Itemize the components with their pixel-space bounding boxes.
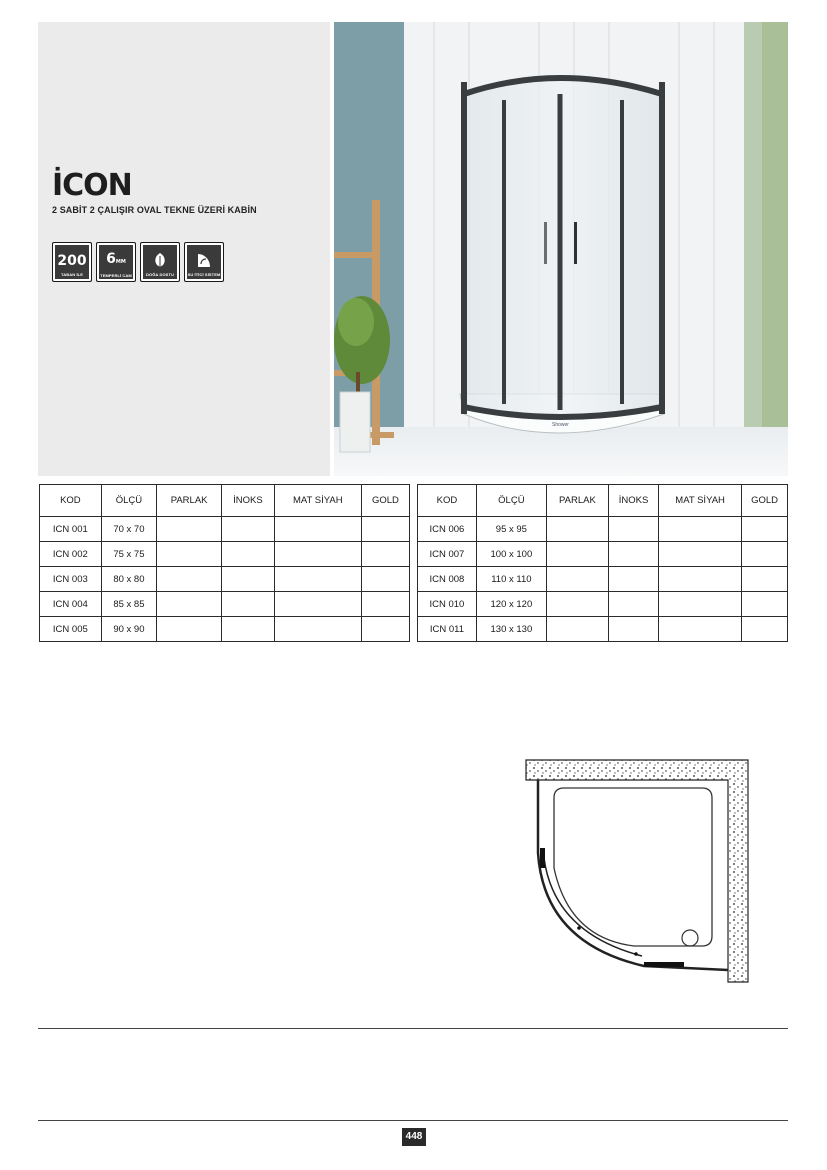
table-row [418,592,788,617]
col-inoks: İNOKS [608,485,658,517]
col-inoks: İNOKS [222,485,275,517]
cell-empty [546,517,608,542]
cell-empty [222,567,275,592]
cell-empty [274,567,361,592]
cell-empty [361,542,409,567]
badge-caption: TEMPERLİ CAM [100,273,132,278]
cell-empty [659,567,742,592]
product-subtitle: 2 SABİT 2 ÇALIŞIR OVAL TEKNE ÜZERİ KABİN [52,205,257,215]
col-kod: KOD [418,485,477,517]
badge-caption: DOĞA DOSTU [146,272,174,277]
table-header-row [418,485,788,517]
badge-glass [96,242,136,282]
spec-table-left [39,484,410,642]
table-row [40,567,410,592]
col-parlak: PARLAK [546,485,608,517]
cell-empty [361,517,409,542]
badge-eco [140,242,180,282]
cell-empty [608,542,658,567]
cell-empty [742,542,788,567]
table-row [40,592,410,617]
badge-number: 6 [106,251,116,267]
badge-unit: MM [115,259,126,265]
cell-empty [157,617,222,642]
cell-kod: ICN 007 [418,542,477,567]
cell-kod: ICN 011 [418,617,477,642]
cell-empty [274,517,361,542]
cell-olcu: 85 x 85 [101,592,156,617]
table-row [40,517,410,542]
page-number: 448 [402,1128,426,1146]
col-olcu: ÖLÇÜ [476,485,546,517]
cell-empty [608,567,658,592]
cell-empty [361,567,409,592]
cell-olcu: 120 x 120 [476,592,546,617]
product-title: İCON [52,168,132,203]
col-olcu: ÖLÇÜ [101,485,156,517]
cell-olcu: 90 x 90 [101,617,156,642]
cell-olcu: 95 x 95 [476,517,546,542]
table-row [418,517,788,542]
cell-empty [157,592,222,617]
cell-kod: ICN 005 [40,617,102,642]
table-header-row [40,485,410,517]
divider-lower [38,1120,788,1121]
cell-empty [659,517,742,542]
cell-empty [546,542,608,567]
col-kod: KOD [40,485,102,517]
cell-empty [222,592,275,617]
glass-thickness-icon [106,252,126,269]
badge-caption: TABAN İLE [61,271,83,277]
col-parlak: PARLAK [157,485,222,517]
col-mat-siyah: MAT SİYAH [274,485,361,517]
cell-olcu: 110 x 110 [476,567,546,592]
cell-empty [361,617,409,642]
cell-empty [222,517,275,542]
eco-leaf-icon [151,252,169,268]
table-row [418,542,788,567]
table-row [418,617,788,642]
cell-empty [659,592,742,617]
table-row [40,617,410,642]
cell-empty [157,517,222,542]
cell-olcu: 75 x 75 [101,542,156,567]
feature-badges [52,242,224,282]
cell-empty [274,592,361,617]
cell-olcu: 70 x 70 [101,517,156,542]
photo-logo: Shower [552,422,569,428]
cell-empty [659,542,742,567]
spec-table-right [417,484,788,642]
warranty-icon: 200 [57,252,87,269]
cell-olcu: 130 x 130 [476,617,546,642]
cell-empty [157,567,222,592]
cell-olcu: 100 x 100 [476,542,546,567]
cell-empty [274,542,361,567]
cell-kod: ICN 006 [418,517,477,542]
cell-empty [608,517,658,542]
cell-empty [742,567,788,592]
cell-empty [742,592,788,617]
cell-empty [157,542,222,567]
cell-empty [546,567,608,592]
badge-water [184,242,224,282]
cell-empty [222,617,275,642]
col-gold: GOLD [361,485,409,517]
badge-warranty [52,242,92,282]
cell-empty [546,592,608,617]
cell-kod: ICN 001 [40,517,102,542]
cell-olcu: 80 x 80 [101,567,156,592]
cell-empty [361,592,409,617]
cell-kod: ICN 002 [40,542,102,567]
badge-caption: SU İTİCİ SİSTEM [187,272,221,277]
col-mat-siyah: MAT SİYAH [659,485,742,517]
cell-empty [222,542,275,567]
cell-empty [274,617,361,642]
table-row [418,567,788,592]
cell-empty [546,617,608,642]
cell-empty [608,617,658,642]
cell-empty [742,517,788,542]
cell-kod: ICN 010 [418,592,477,617]
plan-drawing [524,758,750,984]
product-photo [334,22,788,476]
col-gold: GOLD [742,485,788,517]
cell-kod: ICN 003 [40,567,102,592]
cell-empty [659,617,742,642]
divider-upper [38,1028,788,1029]
water-repellent-icon [195,252,213,268]
cell-kod: ICN 004 [40,592,102,617]
cell-empty [742,617,788,642]
cell-empty [608,592,658,617]
cell-kod: ICN 008 [418,567,477,592]
table-row [40,542,410,567]
